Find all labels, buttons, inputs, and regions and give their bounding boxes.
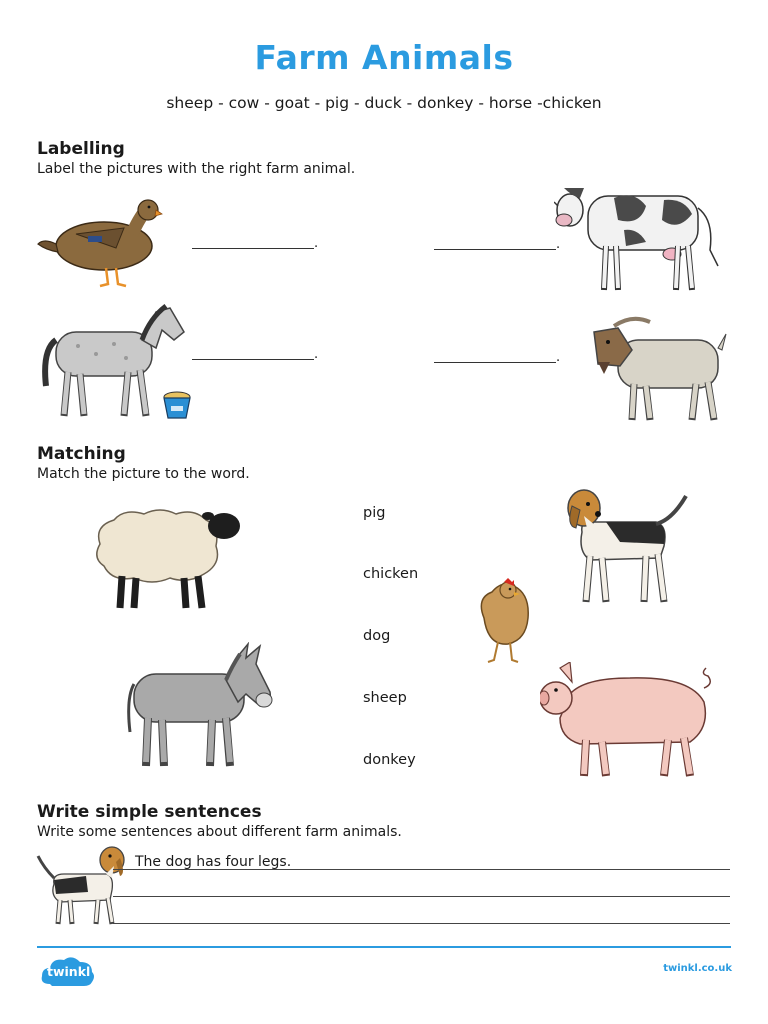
- sentences-heading: Write simple sentences: [37, 802, 262, 822]
- page-title: Farm Animals: [254, 38, 514, 77]
- goat-icon: [584, 312, 730, 424]
- writing-line-2[interactable]: [113, 896, 730, 897]
- match-word-sheep[interactable]: sheep: [363, 690, 407, 706]
- horse-label-blank[interactable]: [192, 359, 314, 360]
- match-word-dog[interactable]: dog: [363, 628, 391, 644]
- writing-line-3[interactable]: [113, 923, 730, 924]
- cow-icon: [554, 180, 724, 298]
- chicken-icon: [474, 578, 534, 664]
- labelling-instruction: Label the pictures with the right farm animal.: [37, 161, 356, 177]
- duck-label-blank[interactable]: [192, 248, 314, 249]
- writing-line-1[interactable]: [113, 869, 730, 870]
- matching-instruction: Match the picture to the word.: [37, 466, 250, 482]
- sheep-icon: [90, 502, 246, 614]
- labelling-heading: Labelling: [37, 139, 125, 159]
- site-url[interactable]: twinkl.co.uk: [663, 963, 732, 974]
- duck-label-period: .: [314, 236, 319, 251]
- footer-divider: [37, 946, 731, 948]
- donkey-icon: [126, 642, 278, 774]
- dog-icon: [560, 486, 694, 608]
- example-sentence: The dog has four legs.: [135, 854, 292, 870]
- logo-text: twinkl: [47, 964, 91, 979]
- goat-label-period: .: [556, 350, 561, 365]
- cow-label-period: .: [556, 237, 561, 252]
- matching-heading: Matching: [37, 444, 126, 464]
- dog-icon: [34, 844, 130, 928]
- pig-icon: [540, 662, 714, 782]
- duck-icon: [36, 198, 166, 290]
- match-word-pig[interactable]: pig: [363, 505, 386, 521]
- bucket-icon: [160, 390, 194, 422]
- sentences-instruction: Write some sentences about different farm animals.: [37, 824, 402, 840]
- horse-label-period: .: [314, 347, 319, 362]
- cow-label-blank[interactable]: [434, 249, 556, 250]
- goat-label-blank[interactable]: [434, 362, 556, 363]
- twinkl-logo[interactable]: [40, 954, 96, 990]
- match-word-donkey[interactable]: donkey: [363, 752, 416, 768]
- match-word-chicken[interactable]: chicken: [363, 566, 419, 582]
- word-bank: sheep - cow - goat - pig - duck - donkey - horse -chicken: [166, 94, 602, 112]
